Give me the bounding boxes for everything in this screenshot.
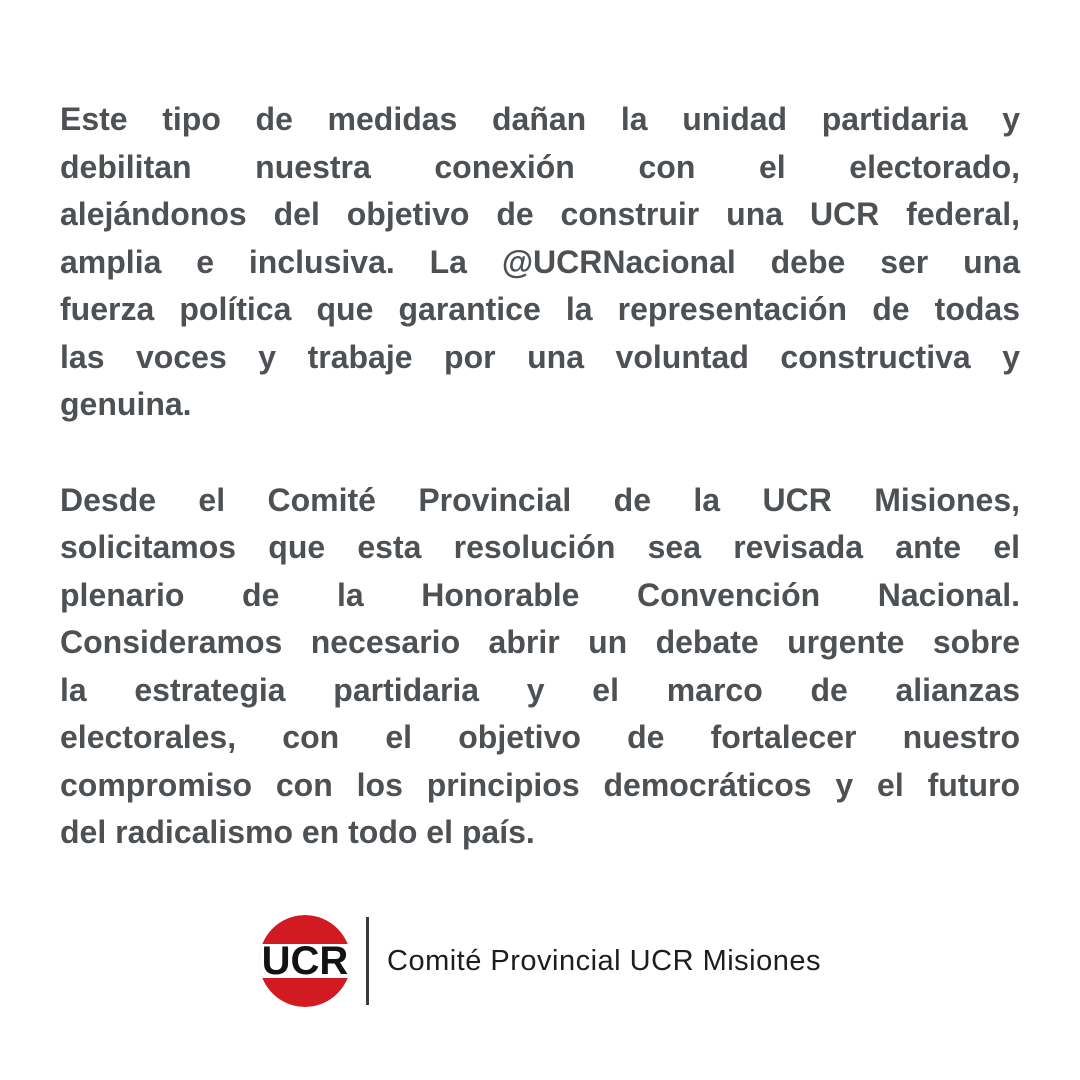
ucr-acronym: UCR [261,939,349,983]
statement-line: plenario de la Honorable Convención Nacional. [60,576,1020,613]
logo-label: Comité Provincial UCR Misiones [387,944,821,977]
ucr-emblem-band [259,939,351,983]
statement-line: la estrategia partidaria y el marco de alianzas [60,671,1020,708]
statement-line: Este tipo de medidas dañan la unidad partidaria y [60,101,1020,137]
ucr-emblem-icon [259,915,351,1007]
statement-line: alejándonos del objetivo de construir una UCR federal, [60,196,1020,232]
statement-line: solicitamos que esta resolución sea revisada ante el [60,529,1020,565]
statement-line: electorales, con el objetivo de fortalecer nuestro [60,719,1020,755]
statement-line: amplia e inclusiva. La @UCRNacional debe ser una [60,243,1020,280]
statement-line: compromiso con los principios democráticos y el futuro [60,766,1020,803]
statement-text [60,96,1020,857]
statement-paragraph-2 [60,477,1020,857]
statement-line: Desde el Comité Provincial de la UCR Misiones, [60,481,1020,518]
ucr-logo-lockup [0,915,1080,1007]
statement-line: las voces y trabaje por una voluntad constructiva y [60,338,1020,375]
statement-line: genuina. [60,386,192,422]
statement-line: debilitan nuestra conexión con el electorado, [60,148,1020,185]
statement-line: del radicalismo en todo el país. [60,814,535,850]
statement-line: Consideramos necesario abrir un debate urgente sobre [60,624,1020,660]
logo-divider [366,917,369,1005]
statement-line: fuerza política que garantice la representación de todas [60,291,1020,327]
statement-paragraph-1 [60,96,1020,429]
